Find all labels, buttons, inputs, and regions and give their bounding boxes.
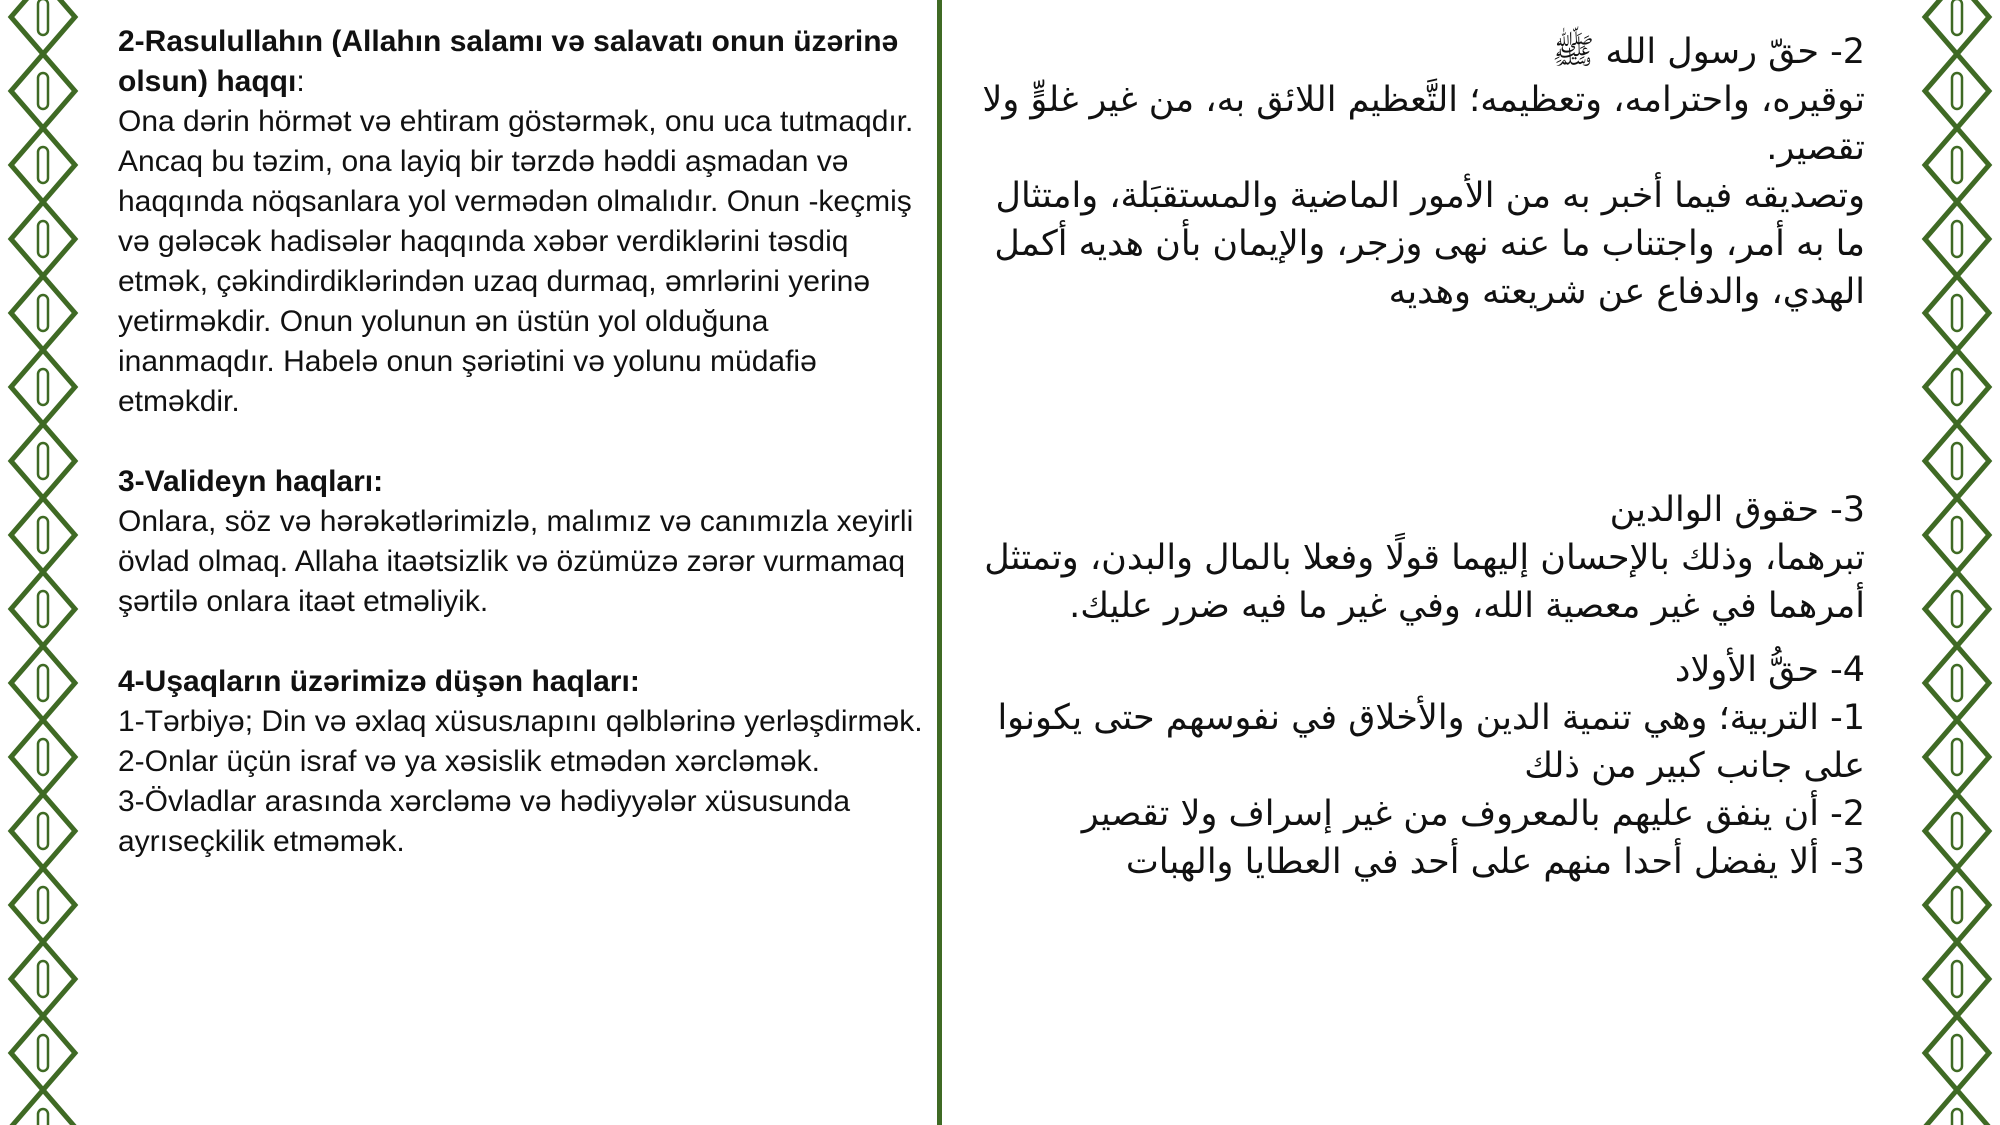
border-link-ornament: [11, 54, 75, 128]
border-link-ornament: [1925, 424, 1989, 498]
border-bead-ornament: [38, 221, 48, 257]
border-bead-ornament: [1952, 1035, 1962, 1071]
section-body: وتصديقه فيما أخبر به من الأمور الماضية والمستقبَلة، وامتثال ما به أمر، واجتناب ما عنه نهى وزجر، والإيمان بأن هديه أكمل الهدي، والدفاع عن شريعته وهديه: [994, 176, 1865, 312]
border-link-ornament: [11, 276, 75, 350]
border-joint-ornament: [1954, 125, 1960, 131]
border-link-ornament: [1925, 202, 1989, 276]
border-link-ornament: [1925, 54, 1989, 128]
column-divider: [937, 0, 942, 1125]
border-bead-ornament: [1952, 443, 1962, 479]
border-joint-ornament: [40, 273, 46, 279]
border-joint-ornament: [1954, 717, 1960, 723]
list-item: 1-Tərbiyə; Din və əxlaq xüsusларını qəlblərinə yerləşdirmək.: [118, 705, 923, 738]
border-link-ornament: [11, 572, 75, 646]
border-bead-ornament: [38, 813, 48, 849]
border-bead-ornament: [38, 0, 48, 35]
border-joint-ornament: [1954, 791, 1960, 797]
border-joint-ornament: [40, 347, 46, 353]
border-link-ornament: [11, 0, 75, 54]
border-joint-ornament: [1954, 643, 1960, 649]
border-bead-ornament: [38, 739, 48, 775]
border-bead-ornament: [1952, 221, 1962, 257]
border-joint-ornament: [40, 1087, 46, 1093]
border-bead-ornament: [38, 665, 48, 701]
border-joint-ornament: [40, 1013, 46, 1019]
border-joint-ornament: [1954, 199, 1960, 205]
border-joint-ornament: [1954, 421, 1960, 427]
border-joint-ornament: [40, 791, 46, 797]
border-joint-ornament: [40, 939, 46, 945]
border-link-ornament: [11, 202, 75, 276]
border-bead-ornament: [1952, 739, 1962, 775]
border-bead-ornament: [38, 591, 48, 627]
border-bead-ornament: [1952, 73, 1962, 109]
section-heading-wrap: [118, 22, 928, 102]
border-joint-ornament: [40, 495, 46, 501]
border-link-ornament: [11, 794, 75, 868]
border-bead-ornament: [38, 1109, 48, 1125]
list-item: 3- ألا يفضل أحدا منهم على أحد في العطايا والهبات: [1125, 842, 1865, 882]
border-link-ornament: [1925, 646, 1989, 720]
list-item: 2- أن ينفق عليهم بالمعروف من غير إسراف ولا تقصير: [1081, 794, 1865, 834]
spacer: [965, 316, 1865, 486]
section-children-rights: [118, 662, 928, 862]
border-link-ornament: [1925, 1016, 1989, 1090]
border-joint-ornament: [1954, 1087, 1960, 1093]
border-bead-ornament: [1952, 887, 1962, 923]
section-body: Ona dərin hörmət və ehtiram göstərmək, onu uca tutmaqdır. Ancaq bu təzim, ona layiq bir tərzdə həddi aşmadan və haqqında nöqsanlara yol vermədən olmalıdır. Onun -keçmiş və gələcək hadisələr haqqında xəbər verdiklərini təsdiq etmək, çəkindirdiklərindən uzaq durmaq, əmrlərini yerinə yetirməkdir. Onun yolunun ən üstün yol olduğuna inanmaqdır. Habelə onun şəriətini və yolunu müdafiə etməkdir.: [118, 105, 914, 418]
border-link-ornament: [11, 720, 75, 794]
border-link-ornament: [1925, 0, 1989, 54]
arabic-column: [965, 28, 1865, 886]
section-heading: 2- حقّ رسول الله ﷺ: [1552, 32, 1865, 72]
section-heading: 4-Uşaqların üzərimizə düşən haqları:: [118, 665, 640, 698]
border-bead-ornament: [38, 517, 48, 553]
section-heading: 2-Rasulullahın (Allahın salamı və salavatı onun üzərinə olsun) haqqı: [118, 25, 899, 98]
border-joint-ornament: [40, 125, 46, 131]
right-ornamental-border: [1914, 0, 2000, 1125]
border-link-ornament: [11, 868, 75, 942]
border-joint-ornament: [1954, 939, 1960, 945]
section-body: توقيره، واحترامه، وتعظيمه؛ التَّعظيم اللائق به، من غير غلوٍّ ولا تقصير.: [982, 80, 1865, 168]
border-bead-ornament: [38, 147, 48, 183]
border-link-ornament: [11, 942, 75, 1016]
border-bead-ornament: [38, 443, 48, 479]
azerbaijani-column: [118, 22, 928, 862]
border-bead-ornament: [1952, 1109, 1962, 1125]
border-link-ornament: [1925, 498, 1989, 572]
border-joint-ornament: [40, 51, 46, 57]
border-joint-ornament: [40, 643, 46, 649]
border-bead-ornament: [38, 73, 48, 109]
heading-colon: :: [296, 65, 305, 98]
border-bead-ornament: [1952, 813, 1962, 849]
section-body: Onlara, söz və hərəkətlərimizlə, malımız və canımızla xeyirli övlad olmaq. Allaha itaətsizlik və özümüzə zərər vurmamaq şərtilə onlara itaət etməliyik.: [118, 505, 914, 618]
border-link-ornament: [1925, 276, 1989, 350]
section-body: تبرهما، وذلك بالإحسان إليهما قولًا وفعلا بالمال والبدن، وتمتثل أمرهما في غير معصية الله، وفي غير ما فيه ضرر عليك.: [984, 538, 1865, 626]
list-item: 2-Onlar üçün israf və ya xəsislik etmədən xərcləmək.: [118, 745, 820, 778]
border-bead-ornament: [1952, 961, 1962, 997]
border-link-ornament: [1925, 794, 1989, 868]
border-bead-ornament: [1952, 295, 1962, 331]
border-joint-ornament: [40, 569, 46, 575]
border-joint-ornament: [40, 199, 46, 205]
section-heading: 3- حقوق الوالدين: [1609, 490, 1865, 530]
border-link-ornament: [1925, 868, 1989, 942]
border-bead-ornament: [38, 369, 48, 405]
border-link-ornament: [1925, 128, 1989, 202]
border-bead-ornament: [38, 295, 48, 331]
section-parents-rights: [118, 462, 928, 622]
section-heading: 3-Valideyn haqları:: [118, 465, 384, 498]
border-link-ornament: [1925, 942, 1989, 1016]
list-item: 1- التربية؛ وهي تنمية الدين والأخلاق في نفوسهم حتى يكونوا على جانب كبير من ذلك: [997, 698, 1865, 786]
border-link-ornament: [11, 424, 75, 498]
border-bead-ornament: [38, 1035, 48, 1071]
border-link-ornament: [11, 646, 75, 720]
border-joint-ornament: [40, 865, 46, 871]
border-link-ornament: [11, 1090, 75, 1125]
border-bead-ornament: [1952, 147, 1962, 183]
border-link-ornament: [1925, 350, 1989, 424]
border-joint-ornament: [1954, 51, 1960, 57]
border-link-ornament: [1925, 720, 1989, 794]
border-bead-ornament: [38, 961, 48, 997]
section-heading: 4- حقُّ الأولاد: [1674, 650, 1865, 690]
border-joint-ornament: [1954, 569, 1960, 575]
border-joint-ornament: [1954, 273, 1960, 279]
border-joint-ornament: [40, 421, 46, 427]
list-item: 3-Övladlar arasında xərcləmə və hədiyyələr xüsusunda ayrıseçkilik etməmək.: [118, 785, 851, 858]
border-bead-ornament: [1952, 369, 1962, 405]
border-bead-ornament: [1952, 517, 1962, 553]
border-link-ornament: [11, 498, 75, 572]
border-link-ornament: [1925, 572, 1989, 646]
border-bead-ornament: [1952, 665, 1962, 701]
section-prophet-rights: [118, 22, 928, 422]
border-bead-ornament: [1952, 591, 1962, 627]
border-link-ornament: [11, 1016, 75, 1090]
left-ornamental-border: [0, 0, 86, 1125]
border-link-ornament: [11, 350, 75, 424]
border-link-ornament: [11, 128, 75, 202]
border-joint-ornament: [1954, 495, 1960, 501]
border-joint-ornament: [1954, 865, 1960, 871]
border-joint-ornament: [1954, 1013, 1960, 1019]
border-joint-ornament: [1954, 347, 1960, 353]
border-bead-ornament: [1952, 0, 1962, 35]
border-joint-ornament: [40, 717, 46, 723]
border-link-ornament: [1925, 1090, 1989, 1125]
border-bead-ornament: [38, 887, 48, 923]
